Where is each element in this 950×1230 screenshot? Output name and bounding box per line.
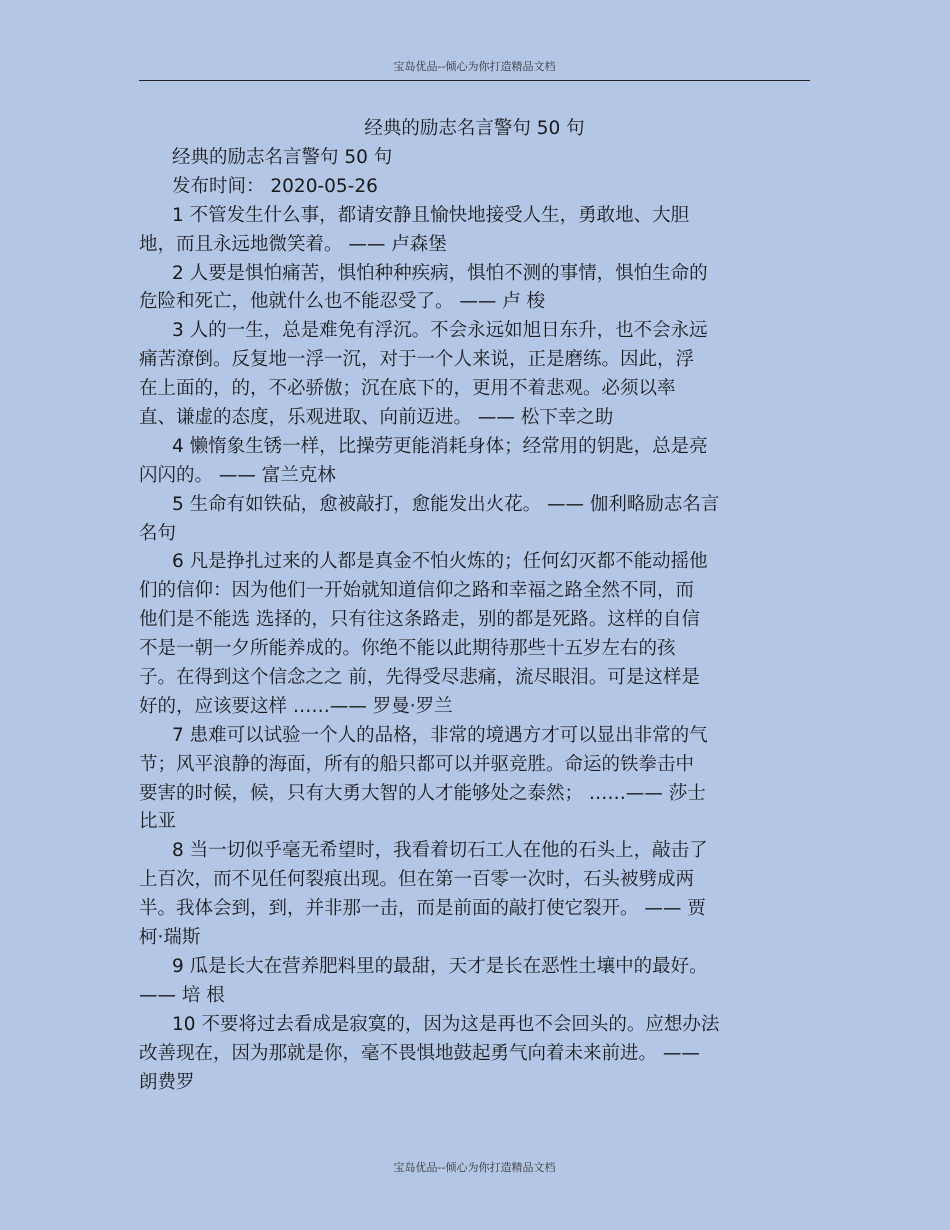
- text-line: 1 不管发生什么事，都请安静且愉快地接受人生，勇敢地、大胆: [172, 204, 690, 226]
- text-line: 9 瓜是长大在营养肥料里的最甜，天才是长在恶性土壤中的最好。: [172, 955, 708, 977]
- text-line: 们的信仰：因为他们一开始就知道信仰之路和幸福之路全然不同，而: [139, 580, 695, 602]
- text-line: 地，而且永远地微笑着。 —— 卢森堡: [139, 233, 447, 255]
- text-line: 好的，应该要这样 ……—— 罗曼·罗兰: [139, 695, 453, 717]
- text-line: 改善现在，因为那就是你，毫不畏惧地鼓起勇气向着未来前进。 ——: [139, 1042, 700, 1064]
- text-line: 朗费罗: [139, 1071, 195, 1093]
- text-line: 直、谦虚的态度，乐观进取、向前迈进。 —— 松下幸之助: [139, 407, 614, 429]
- text-line: 子。在得到这个信念之之 前，先得受尽悲痛，流尽眼泪。可是这样是: [139, 667, 700, 689]
- text-line: 2 人要是惧怕痛苦，惧怕种种疾病，惧怕不测的事情，惧怕生命的: [172, 262, 708, 284]
- text-line: 节；风平浪静的海面，所有的船只都可以并驱竞胜。命运的铁拳击中: [139, 753, 695, 775]
- text-line: 闪闪的。 —— 富兰克林: [139, 464, 336, 486]
- text-line: 要害的时候，候，只有大勇大智的人才能够处之泰然； ……—— 莎士: [139, 782, 706, 804]
- text-line: 不是一朝一夕所能养成的。你绝不能以此期待那些十五岁左右的孩: [139, 638, 676, 660]
- text-line: 3 人的一生，总是难免有浮沉。不会永远如旭日东升，也不会永远: [172, 320, 708, 342]
- text-line: 上百次，而不见任何裂痕出现。但在第一百零一次时，石头被劈成两: [139, 869, 695, 891]
- text-line: 10 不要将过去看成是寂寞的，因为这是再也不会回头的。应想办法: [172, 1013, 720, 1035]
- text-line: 危险和死亡，他就什么也不能忍受了。 —— 卢 梭: [139, 291, 546, 313]
- text-line: 7 患难可以试验一个人的品格，非常的境遇方才可以显出非常的气: [172, 724, 708, 746]
- text-line: 柯·瑞斯: [139, 927, 201, 949]
- text-line: 半。我体会到，到，并非那一击，而是前面的敲打使它裂开。 —— 贾: [139, 898, 706, 920]
- document-body: [139, 144, 811, 1097]
- document-title: 经典的励志名言警句 50 句: [364, 118, 585, 139]
- text-line: 6 凡是挣扎过来的人都是真金不怕火炼的；任何幻灭都不能动摇他: [172, 551, 708, 573]
- page-footer: 宝岛优品--倾心为你打造精品文档: [393, 1161, 556, 1174]
- text-line: 比亚: [139, 811, 177, 833]
- text-line: 发布时间： 2020-05-26: [172, 175, 378, 197]
- text-line: 名句: [139, 522, 177, 544]
- text-line: 在上面的，的，不必骄傲；沉在底下的，更用不着悲观。必须以率: [139, 378, 676, 400]
- text-line: 他们是不能选 选择的，只有往这条路走，别的都是死路。这样的自信: [139, 609, 700, 631]
- text-line: 经典的励志名言警句 50 句: [172, 147, 393, 168]
- text-line: 4 懒惰象生锈一样，比操劳更能消耗身体；经常用的钥匙，总是亮: [172, 435, 708, 457]
- text-line: —— 培 根: [139, 984, 225, 1006]
- text-line: 痛苦潦倒。反复地一浮一沉，对于一个人来说，正是磨练。因此，浮: [139, 349, 695, 371]
- page-header: 宝岛优品--倾心为你打造精品文档: [139, 58, 810, 81]
- text-line: 8 当一切似乎毫无希望时，我看着切石工人在他的石头上，敲击了: [172, 840, 708, 862]
- text-line: 5 生命有如铁砧，愈被敲打，愈能发出火花。 —— 伽利略励志名言: [172, 493, 720, 515]
